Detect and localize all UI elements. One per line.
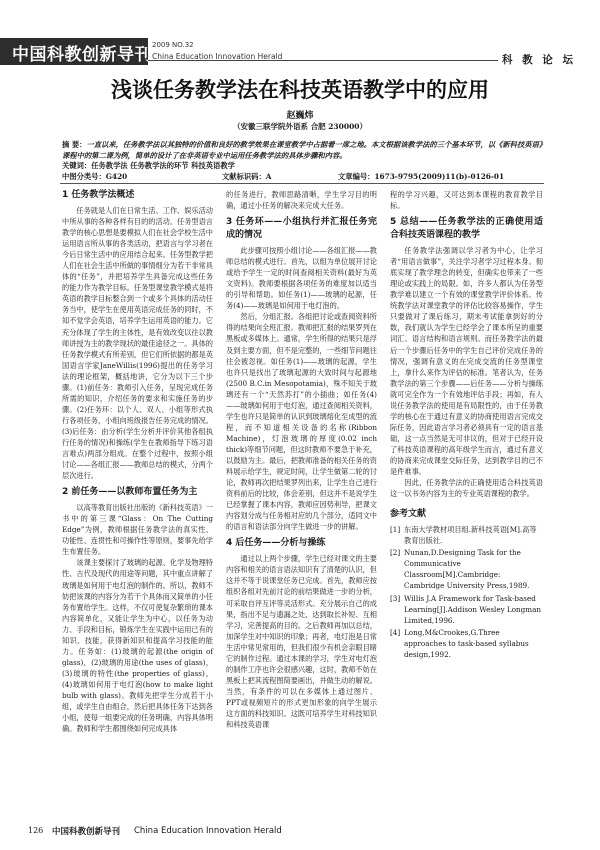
reference-item <box>390 593 543 626</box>
reference-number: [4] <box>390 627 401 637</box>
abstract-label: 摘 要： <box>62 140 87 149</box>
paragraph: 此步骤可按照小组讨论——各组汇报——教师总结的模式进行。首先，以组为单位展开讨论或给予学生一定的时间查阅相关资料(最好为英文资料)。教师要根据各项任务的难度加以适当的引导和帮助。如任务(1)——玻璃的起源，任务(4)——玻璃是如何用于电灯泡的。 <box>226 246 377 311</box>
reference-number: [2] <box>390 548 401 558</box>
reference-text: Nunan,D.Designing Task for the Communicative Classroom[M].Cambridge: Cambridge University Press,1989. <box>404 548 530 591</box>
reference-item <box>390 627 543 660</box>
reference-number: [3] <box>390 593 401 603</box>
meta-divider <box>60 183 544 184</box>
section-heading: 5 总结——任务教学法的正确使用适合科技英语课程的教学 <box>390 217 543 241</box>
keywords-label: 关键词： <box>62 161 92 170</box>
document-code: 文献标识码：A <box>222 172 272 181</box>
section-heading: 3 任务环——小组执行并汇报任务完成的情况 <box>226 217 377 241</box>
reference-text: Willis J.A Framework for Task-based Learning[J].Addison Wesley Longman Limited,1996. <box>404 593 542 625</box>
journal-name: 中国科教创新导刊 <box>12 45 152 65</box>
article-number: 文章编号：1673-9795(2009)11(b)-0126-01 <box>338 172 505 181</box>
journal-english-name: China Education Innovation Herald <box>152 52 283 61</box>
keywords <box>62 161 544 171</box>
page-number: 126 <box>28 826 44 835</box>
article-title: 浅谈任务教学法在科技英语教学中的应用 <box>111 78 489 102</box>
issue-number: 2009 NO.32 <box>152 41 194 49</box>
abstract-text: 一直以来，任务教学法以其独特的价值和良好的教学效果在课堂教学中占据着一席之地。本文根据该教学法的三个基本环节，以《新科技英语》课程中的第二课为例，简单的设计了在非英语专业中运用任务教学法的具体步骤和内容。 <box>62 140 543 160</box>
section-heading: 1 任务教学法概述 <box>62 190 135 200</box>
author: 赵巍炜 <box>286 111 314 121</box>
paragraph: 任务就是人们在日常生活、工作、娱乐活动中所从事的各种各样有目的的活动。任务型语言教学的核心思想是要模拟人们在社会学校生活中运用语言所从事的各类活动，把语言与学习者在今后日常生活中的应用结合起来。任务型教学把人们在社会生活中所做的事情细分为若干非常具体的“任务”，并把培养学生具备完成这些任务的能力作为教学目标。任务型课堂教学模式是将英语的教学目标整合到一个或多个具体的活动任务当中，使学生在使用英语完成任务的同时，不知不觉学会英语，培养学生运用英语的能力。它充分体现了学生的主体性，是有效改变以往以教师讲授为主的教学现状的最佳途径之一。具体的任务教学模式有所差别，但它们所依据的都是英国语言学家JaneWillis(1996)提出的任务学习法的理论框架，概括地讲，它分为以下三个步骤。(1)前任务：教师引入任务，呈现完成任务所需的知识，介绍任务的要求和实施任务的步骤。(2)任务环：以个人、双人、小组等形式执行各项任务，小组向班级报告任务完成的情况。(3)后任务：由分析(学生分析并评价其他各组执行任务的情况)和操练(学生在教师指导下练习语言难点)两部分组成。在整个过程中，按照小组讨论——各组汇报——教师总结的模式，分两个层次进行。 <box>62 206 213 481</box>
clc-number: 中图分类号：G420 <box>62 172 128 181</box>
section-heading: 4 后任务——分析与操练 <box>226 538 326 549</box>
paragraph: 因此，任务教学法的正确使用适合科技英语这一以书务内容为主的专业英语课程的教学。 <box>390 478 543 499</box>
reference-item <box>390 547 543 591</box>
column-2 <box>226 189 377 730</box>
paragraph: 程的学习兴趣，又可达到本课程的教育教学目标。 <box>390 190 543 211</box>
paragraph: 然后，分组汇报。各组把讨论或查阅资料所得的结果向全班汇报。教师把汇报的结果罗列在黑板或多媒体上。通常，学生所得的结果只是浮及到主要方面，但不是完整的，一些细节问题往往会被忽视。如任务(1)——玻璃的起源，学生也许只是找出了玻璃起源的大致时间与起源地(2500 B.C.in Mesopotamia)，殊不知关于玻璃还有一个“天然苏打”的小插曲；如任务(4)——玻璃如何用于电灯泡，通过查阅相关资料，学生也许只是简单的认识到玻璃熔化至成型的流程，而不知道相关设备的名称(Ribbon Machine)，灯泡玻璃的厚度(0.02 inch thick)等细节问题，但这时教师不要急于补充，以鼓励为主。最后，把教师准备的相关任务的资料展示给学生，规定时间，让学生做第二轮的讨论，教师再次把结果罗列出来，让学生自己进行资料前后的比较，体会差别，但这并不是说学生已经掌握了课本内容，教师应因势利导，把课文内容划分成与任务相对应的几个部分，适同文中的语言和语法部分向学生做进一步的讲解。 <box>226 312 377 532</box>
keywords-text: 任务教学法 任务教学法的环节 科技英语教学 <box>91 161 235 170</box>
paragraph: 的任务进行，教师思路清晰，学生学习目的明确，通过小任务的解决来完成大任务。 <box>226 190 377 211</box>
reference-text: 东南大学教材项目组.新科技英语[M].高等教育出版社. <box>404 525 537 546</box>
paragraph: 任务教学法强调以学习者为中心，让学习者“用语言做事”，关注学习者学习过程本身。彻底实现了教学理念的转变，但确实也带来了一些理论或实践上的局限。如，许多人都认为任务型教学难以建立一个有效的课堂教学评价体系。传统教学法对课堂教学的评估比较容易操作，学生只要做对了课后练习，期末考试能拿到好的分数，我们就认为学生已经学会了课本所呈的重要词汇、语言结构和语言规则。而任务教学法的最后一个步骤后任务中的学生自己评价完成任务的情况，强调有意义的在完成交流的任务型课堂上，拿什么来作为评估的标准。笔者认为，任务教学法的第三个步骤——后任务——分析与操练就可完全作为一个有效地评估手段；再如，有人说任务教学法的使用是有局限性的，由于任务教学的核心在于通过有意义的协商使用语言完成交际任务，因此语言学习者必须具有一定的语言基础，这一点当然是无可非议的，但对于已经开设了科技英语课程的高年级学生而言，通过有意义的协商来完成课堂交际任务，达到教学目的已不是件难事。 <box>390 246 543 477</box>
column-3 <box>390 189 543 661</box>
section-heading: 2 前任务——以教师布置任务为主 <box>62 487 198 498</box>
affiliation: （安徽三联学院外语系 合肥 230000） <box>232 122 368 131</box>
references-heading: 参考文献 <box>390 509 427 520</box>
header-rule <box>148 60 498 61</box>
footer-journal-name: 中国科教创新导刊 <box>52 827 121 837</box>
reference-number: [1] <box>390 525 401 535</box>
abstract <box>62 139 544 161</box>
section-label: 科 教 论 坛 <box>502 54 576 66</box>
paragraph: 通过以上两个步骤，学生已经对课文的主要内容和相关的语言语法知识有了清楚的认识，但这并不等于说课堂任务已完成。首先，教师应按组织各组对先前讨论的前结果做进一步的分析，可采取自评互评等灵活形式。充分展示自己的成果，指出不足与遗漏之处，达到取长补短、互相学习，完善提高的目的。之后教师再加以总结，加深学生对中知识的印象；再者，电灯泡是日常生活中常见常用的，但我们很少有机会亲眼目睹它的制作过程。通过本课的学习，学生对电灯泡的制作工序也许会很感兴趣，这时，教师不妨在黑板上把其流程图简要画出，并做生动的解说。当然，有条件的可以在多媒体上通过图片、PPT或视频短片的形式更加形象的向学生展示这方面的科技知识。这既可培养学生对科技知识和科技英语课 <box>226 554 377 730</box>
footer-journal-english: China Education Innovation Herald <box>134 826 282 836</box>
reference-text: Long,M&Crookes,G.Three approaches to task-based syllabus design,1992. <box>404 627 529 659</box>
reference-item <box>390 524 543 546</box>
paragraph: 以高等教育出版社出版的《新科技英语》一书中的第三课“Glass：On The Cutting Edge”为例，教师根据任务教学法的真实性、功能性、连贯性和可操作性等原则，要事先给学生布置任务。 <box>62 503 213 557</box>
column-1 <box>62 189 213 734</box>
paragraph: 该课主要探讨了玻璃的起源、化学及物理特性、古代及现代的用途等问题，其中重点讲解了玻璃是如何用于电灯泡的制作的。所以，教师不妨把该课的内容分为若干个具体而又简单的小任务布置给学生。这样，不仅可使复杂繁琐的课本内容简单化，又能让学生为中心，以任务为动力、手段和目标，锻炼学生在实践中运用已有的知识、技能，获得新知识和提高学习技能的能力。任务如：(1)玻璃的起源(the origin of glass)，(2)玻璃的用途(the uses of glass)，(3)玻璃的特性(the properties of glass)，(4)玻璃如何用于电灯泡(how to make light bulb with glass)。教师先把学生分成若干小组，或学生自由组合，然后把具体任务下达到各小组，使每一组要完成的任务明确，内容具体明确。教师和学生都围绕如何完成具体 <box>62 558 213 734</box>
